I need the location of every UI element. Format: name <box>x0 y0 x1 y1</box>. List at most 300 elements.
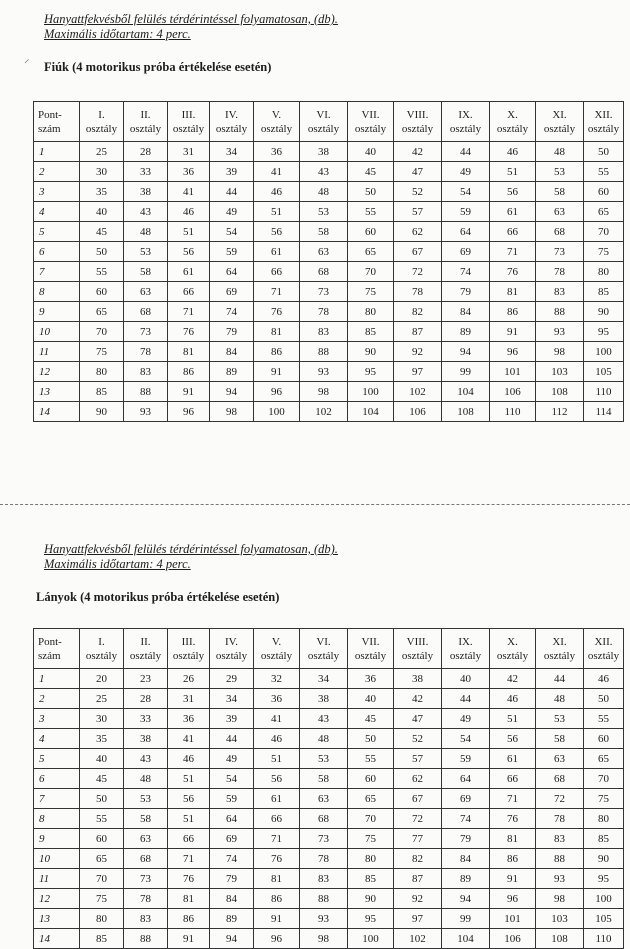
value-cell: 75 <box>584 789 624 809</box>
value-cell: 51 <box>168 809 210 829</box>
value-cell: 43 <box>300 709 348 729</box>
class-word: osztály <box>543 649 576 662</box>
class-header <box>536 102 584 142</box>
value-cell: 55 <box>80 809 124 829</box>
table-row <box>34 222 624 242</box>
value-cell: 98 <box>536 342 584 362</box>
value-cell: 77 <box>394 829 442 849</box>
value-cell: 52 <box>394 182 442 202</box>
value-cell: 90 <box>584 849 624 869</box>
value-cell: 42 <box>490 669 536 689</box>
class-header <box>490 102 536 142</box>
boys-score-table <box>33 101 624 422</box>
value-cell: 61 <box>254 789 300 809</box>
class-roman: III. <box>181 635 196 648</box>
value-cell: 96 <box>168 402 210 422</box>
value-cell: 83 <box>536 282 584 302</box>
value-cell: 84 <box>442 302 490 322</box>
value-cell: 108 <box>442 402 490 422</box>
class-word: osztály <box>85 122 118 135</box>
points-cell: 6 <box>34 242 80 262</box>
points-cell: 13 <box>34 382 80 402</box>
class-word: osztály <box>449 649 482 662</box>
class-header <box>394 629 442 669</box>
value-cell: 34 <box>300 669 348 689</box>
class-roman: X. <box>507 108 518 121</box>
value-cell: 60 <box>348 222 394 242</box>
value-cell: 108 <box>536 929 584 949</box>
value-cell: 44 <box>442 142 490 162</box>
value-cell: 100 <box>348 929 394 949</box>
value-cell: 96 <box>490 889 536 909</box>
value-cell: 81 <box>168 889 210 909</box>
value-cell: 75 <box>584 242 624 262</box>
value-cell: 86 <box>254 889 300 909</box>
class-header <box>254 629 300 669</box>
class-header <box>442 629 490 669</box>
value-cell: 55 <box>80 262 124 282</box>
section-divider <box>0 504 630 505</box>
class-header <box>490 629 536 669</box>
value-cell: 80 <box>80 362 124 382</box>
value-cell: 53 <box>124 242 168 262</box>
value-cell: 50 <box>80 789 124 809</box>
value-cell: 78 <box>124 342 168 362</box>
class-header <box>348 102 394 142</box>
value-cell: 65 <box>584 202 624 222</box>
points-header-text: Pont- <box>38 108 62 121</box>
value-cell: 36 <box>168 162 210 182</box>
value-cell: 75 <box>80 342 124 362</box>
value-cell: 54 <box>442 182 490 202</box>
value-cell: 71 <box>168 849 210 869</box>
class-word: osztály <box>354 649 387 662</box>
points-cell: 8 <box>34 809 80 829</box>
value-cell: 91 <box>254 909 300 929</box>
value-cell: 63 <box>124 282 168 302</box>
value-cell: 66 <box>168 282 210 302</box>
value-cell: 74 <box>442 809 490 829</box>
value-cell: 70 <box>348 809 394 829</box>
value-cell: 49 <box>442 162 490 182</box>
value-cell: 85 <box>80 382 124 402</box>
value-cell: 91 <box>254 362 300 382</box>
value-cell: 58 <box>536 182 584 202</box>
value-cell: 58 <box>536 729 584 749</box>
class-word: osztály <box>307 649 340 662</box>
table-row <box>34 202 624 222</box>
value-cell: 62 <box>394 769 442 789</box>
value-cell: 87 <box>394 322 442 342</box>
girls-subtitle: Lányok (4 motorikus próba értékelése esetén) <box>36 590 280 604</box>
value-cell: 112 <box>536 402 584 422</box>
class-word: osztály <box>172 649 205 662</box>
class-roman: V. <box>271 635 282 648</box>
value-cell: 80 <box>348 849 394 869</box>
value-cell: 73 <box>124 322 168 342</box>
value-cell: 53 <box>536 162 584 182</box>
table-row <box>34 829 624 849</box>
value-cell: 73 <box>300 282 348 302</box>
value-cell: 43 <box>124 202 168 222</box>
value-cell: 83 <box>124 909 168 929</box>
table-row <box>34 242 624 262</box>
value-cell: 110 <box>584 382 624 402</box>
value-cell: 71 <box>168 302 210 322</box>
class-word: osztály <box>401 122 434 135</box>
value-cell: 76 <box>168 322 210 342</box>
value-cell: 61 <box>490 202 536 222</box>
points-cell: 12 <box>34 889 80 909</box>
value-cell: 79 <box>210 322 254 342</box>
value-cell: 106 <box>394 402 442 422</box>
class-word: osztály <box>129 122 162 135</box>
class-header <box>394 102 442 142</box>
value-cell: 44 <box>442 689 490 709</box>
value-cell: 70 <box>348 262 394 282</box>
value-cell: 34 <box>210 689 254 709</box>
value-cell: 56 <box>254 222 300 242</box>
value-cell: 104 <box>442 382 490 402</box>
value-cell: 79 <box>442 829 490 849</box>
value-cell: 97 <box>394 909 442 929</box>
value-cell: 63 <box>536 749 584 769</box>
points-cell: 6 <box>34 769 80 789</box>
class-roman: IV. <box>225 108 238 121</box>
table-row <box>34 809 624 829</box>
value-cell: 44 <box>536 669 584 689</box>
value-cell: 35 <box>80 729 124 749</box>
value-cell: 46 <box>168 749 210 769</box>
value-cell: 90 <box>348 342 394 362</box>
class-roman: III. <box>181 108 196 121</box>
value-cell: 60 <box>584 729 624 749</box>
points-header <box>34 102 80 142</box>
value-cell: 95 <box>584 322 624 342</box>
value-cell: 78 <box>300 849 348 869</box>
points-cell: 10 <box>34 849 80 869</box>
value-cell: 96 <box>254 382 300 402</box>
value-cell: 45 <box>80 222 124 242</box>
table-row <box>34 729 624 749</box>
value-cell: 66 <box>168 829 210 849</box>
value-cell: 95 <box>348 909 394 929</box>
value-cell: 28 <box>124 142 168 162</box>
value-cell: 43 <box>124 749 168 769</box>
value-cell: 90 <box>80 402 124 422</box>
value-cell: 110 <box>490 402 536 422</box>
value-cell: 103 <box>536 909 584 929</box>
value-cell: 36 <box>168 709 210 729</box>
girls-title-line2: Maximális időtartam: 4 perc. <box>44 557 191 571</box>
points-cell: 10 <box>34 322 80 342</box>
value-cell: 93 <box>536 869 584 889</box>
table-row <box>34 709 624 729</box>
value-cell: 58 <box>300 222 348 242</box>
header-row <box>34 629 624 669</box>
value-cell: 74 <box>210 849 254 869</box>
value-cell: 60 <box>80 282 124 302</box>
value-cell: 88 <box>300 342 348 362</box>
class-header <box>80 102 124 142</box>
boys-subtitle: Fiúk (4 motorikus próba értékelése esetén) <box>44 60 272 74</box>
value-cell: 35 <box>80 182 124 202</box>
value-cell: 81 <box>490 282 536 302</box>
value-cell: 54 <box>210 769 254 789</box>
value-cell: 86 <box>254 342 300 362</box>
value-cell: 96 <box>254 929 300 949</box>
value-cell: 80 <box>348 302 394 322</box>
value-cell: 84 <box>442 849 490 869</box>
value-cell: 68 <box>536 222 584 242</box>
value-cell: 102 <box>300 402 348 422</box>
value-cell: 94 <box>442 342 490 362</box>
class-header <box>80 629 124 669</box>
value-cell: 48 <box>124 769 168 789</box>
value-cell: 101 <box>490 909 536 929</box>
value-cell: 46 <box>584 669 624 689</box>
table-row <box>34 282 624 302</box>
value-cell: 65 <box>80 849 124 869</box>
value-cell: 71 <box>254 282 300 302</box>
class-roman: VIII. <box>406 108 429 121</box>
value-cell: 65 <box>584 749 624 769</box>
value-cell: 59 <box>210 789 254 809</box>
value-cell: 83 <box>300 322 348 342</box>
value-cell: 88 <box>300 889 348 909</box>
points-cell: 11 <box>34 869 80 889</box>
class-word: osztály <box>260 649 293 662</box>
value-cell: 85 <box>348 869 394 889</box>
value-cell: 55 <box>348 749 394 769</box>
class-roman: II. <box>140 635 151 648</box>
value-cell: 95 <box>584 869 624 889</box>
value-cell: 78 <box>124 889 168 909</box>
value-cell: 104 <box>348 402 394 422</box>
class-word: osztály <box>85 649 118 662</box>
value-cell: 106 <box>490 382 536 402</box>
value-cell: 70 <box>584 769 624 789</box>
value-cell: 32 <box>254 669 300 689</box>
value-cell: 84 <box>210 342 254 362</box>
value-cell: 64 <box>210 809 254 829</box>
value-cell: 85 <box>584 282 624 302</box>
value-cell: 68 <box>124 849 168 869</box>
class-header <box>124 102 168 142</box>
value-cell: 47 <box>394 162 442 182</box>
table-row <box>34 889 624 909</box>
value-cell: 82 <box>394 849 442 869</box>
value-cell: 40 <box>348 142 394 162</box>
points-cell: 13 <box>34 909 80 929</box>
value-cell: 52 <box>394 729 442 749</box>
value-cell: 93 <box>300 909 348 929</box>
table-row <box>34 769 624 789</box>
value-cell: 76 <box>254 302 300 322</box>
class-word: osztály <box>401 649 434 662</box>
table-row <box>34 869 624 889</box>
value-cell: 64 <box>442 769 490 789</box>
value-cell: 82 <box>394 302 442 322</box>
class-roman: X. <box>507 635 518 648</box>
table-row <box>34 322 624 342</box>
value-cell: 51 <box>168 222 210 242</box>
value-cell: 40 <box>80 749 124 769</box>
value-cell: 80 <box>584 262 624 282</box>
value-cell: 94 <box>442 889 490 909</box>
header-row <box>34 102 624 142</box>
value-cell: 31 <box>168 142 210 162</box>
value-cell: 71 <box>254 829 300 849</box>
value-cell: 70 <box>80 869 124 889</box>
class-roman: VIII. <box>406 635 429 648</box>
value-cell: 72 <box>394 262 442 282</box>
value-cell: 102 <box>394 929 442 949</box>
value-cell: 64 <box>210 262 254 282</box>
value-cell: 85 <box>80 929 124 949</box>
value-cell: 65 <box>348 789 394 809</box>
value-cell: 92 <box>394 342 442 362</box>
value-cell: 55 <box>584 162 624 182</box>
value-cell: 86 <box>168 362 210 382</box>
value-cell: 42 <box>394 689 442 709</box>
value-cell: 85 <box>348 322 394 342</box>
table-row <box>34 849 624 869</box>
value-cell: 88 <box>124 929 168 949</box>
value-cell: 26 <box>168 669 210 689</box>
value-cell: 88 <box>536 849 584 869</box>
class-word: osztály <box>215 649 248 662</box>
value-cell: 68 <box>124 302 168 322</box>
value-cell: 86 <box>168 909 210 929</box>
value-cell: 59 <box>210 242 254 262</box>
value-cell: 48 <box>300 729 348 749</box>
value-cell: 78 <box>536 809 584 829</box>
value-cell: 74 <box>442 262 490 282</box>
value-cell: 71 <box>490 789 536 809</box>
value-cell: 39 <box>210 709 254 729</box>
value-cell: 68 <box>536 769 584 789</box>
value-cell: 36 <box>348 669 394 689</box>
value-cell: 70 <box>584 222 624 242</box>
value-cell: 90 <box>348 889 394 909</box>
value-cell: 55 <box>584 709 624 729</box>
value-cell: 106 <box>490 929 536 949</box>
table-row <box>34 342 624 362</box>
class-word: osztály <box>172 122 205 135</box>
value-cell: 86 <box>490 302 536 322</box>
value-cell: 98 <box>536 889 584 909</box>
value-cell: 80 <box>584 809 624 829</box>
class-word: osztály <box>129 649 162 662</box>
value-cell: 81 <box>254 869 300 889</box>
value-cell: 33 <box>124 709 168 729</box>
value-cell: 65 <box>348 242 394 262</box>
value-cell: 60 <box>348 769 394 789</box>
value-cell: 50 <box>348 729 394 749</box>
value-cell: 53 <box>300 202 348 222</box>
value-cell: 58 <box>124 809 168 829</box>
value-cell: 83 <box>300 869 348 889</box>
value-cell: 57 <box>394 749 442 769</box>
value-cell: 65 <box>80 302 124 322</box>
value-cell: 81 <box>168 342 210 362</box>
value-cell: 49 <box>210 202 254 222</box>
value-cell: 50 <box>584 142 624 162</box>
value-cell: 45 <box>348 709 394 729</box>
points-cell: 14 <box>34 402 80 422</box>
value-cell: 98 <box>210 402 254 422</box>
points-cell: 9 <box>34 302 80 322</box>
value-cell: 67 <box>394 242 442 262</box>
value-cell: 75 <box>348 282 394 302</box>
value-cell: 62 <box>394 222 442 242</box>
value-cell: 49 <box>442 709 490 729</box>
value-cell: 58 <box>300 769 348 789</box>
value-cell: 54 <box>210 222 254 242</box>
value-cell: 95 <box>348 362 394 382</box>
value-cell: 44 <box>210 729 254 749</box>
value-cell: 63 <box>536 202 584 222</box>
value-cell: 83 <box>124 362 168 382</box>
points-cell: 7 <box>34 262 80 282</box>
table-row <box>34 262 624 282</box>
class-header <box>300 629 348 669</box>
value-cell: 75 <box>348 829 394 849</box>
points-cell: 11 <box>34 342 80 362</box>
value-cell: 30 <box>80 709 124 729</box>
value-cell: 53 <box>124 789 168 809</box>
table-row <box>34 689 624 709</box>
class-roman: XII. <box>594 108 613 121</box>
value-cell: 38 <box>300 142 348 162</box>
class-roman: I. <box>98 108 105 121</box>
value-cell: 43 <box>300 162 348 182</box>
points-cell: 12 <box>34 362 80 382</box>
value-cell: 68 <box>300 262 348 282</box>
value-cell: 81 <box>254 322 300 342</box>
value-cell: 79 <box>442 282 490 302</box>
value-cell: 20 <box>80 669 124 689</box>
class-word: osztály <box>587 122 620 135</box>
value-cell: 103 <box>536 362 584 382</box>
value-cell: 70 <box>80 322 124 342</box>
value-cell: 94 <box>210 929 254 949</box>
value-cell: 51 <box>254 749 300 769</box>
value-cell: 38 <box>124 182 168 202</box>
girls-score-table <box>33 628 624 949</box>
value-cell: 41 <box>254 709 300 729</box>
value-cell: 28 <box>124 689 168 709</box>
value-cell: 64 <box>442 222 490 242</box>
table-row <box>34 402 624 422</box>
value-cell: 100 <box>348 382 394 402</box>
value-cell: 88 <box>124 382 168 402</box>
value-cell: 23 <box>124 669 168 689</box>
table-row <box>34 669 624 689</box>
value-cell: 89 <box>210 909 254 929</box>
value-cell: 40 <box>348 689 394 709</box>
value-cell: 56 <box>490 182 536 202</box>
value-cell: 73 <box>536 242 584 262</box>
value-cell: 88 <box>536 302 584 322</box>
value-cell: 25 <box>80 689 124 709</box>
value-cell: 69 <box>210 282 254 302</box>
value-cell: 56 <box>168 242 210 262</box>
value-cell: 89 <box>442 869 490 889</box>
class-roman: VI. <box>316 635 331 648</box>
points-cell: 1 <box>34 142 80 162</box>
